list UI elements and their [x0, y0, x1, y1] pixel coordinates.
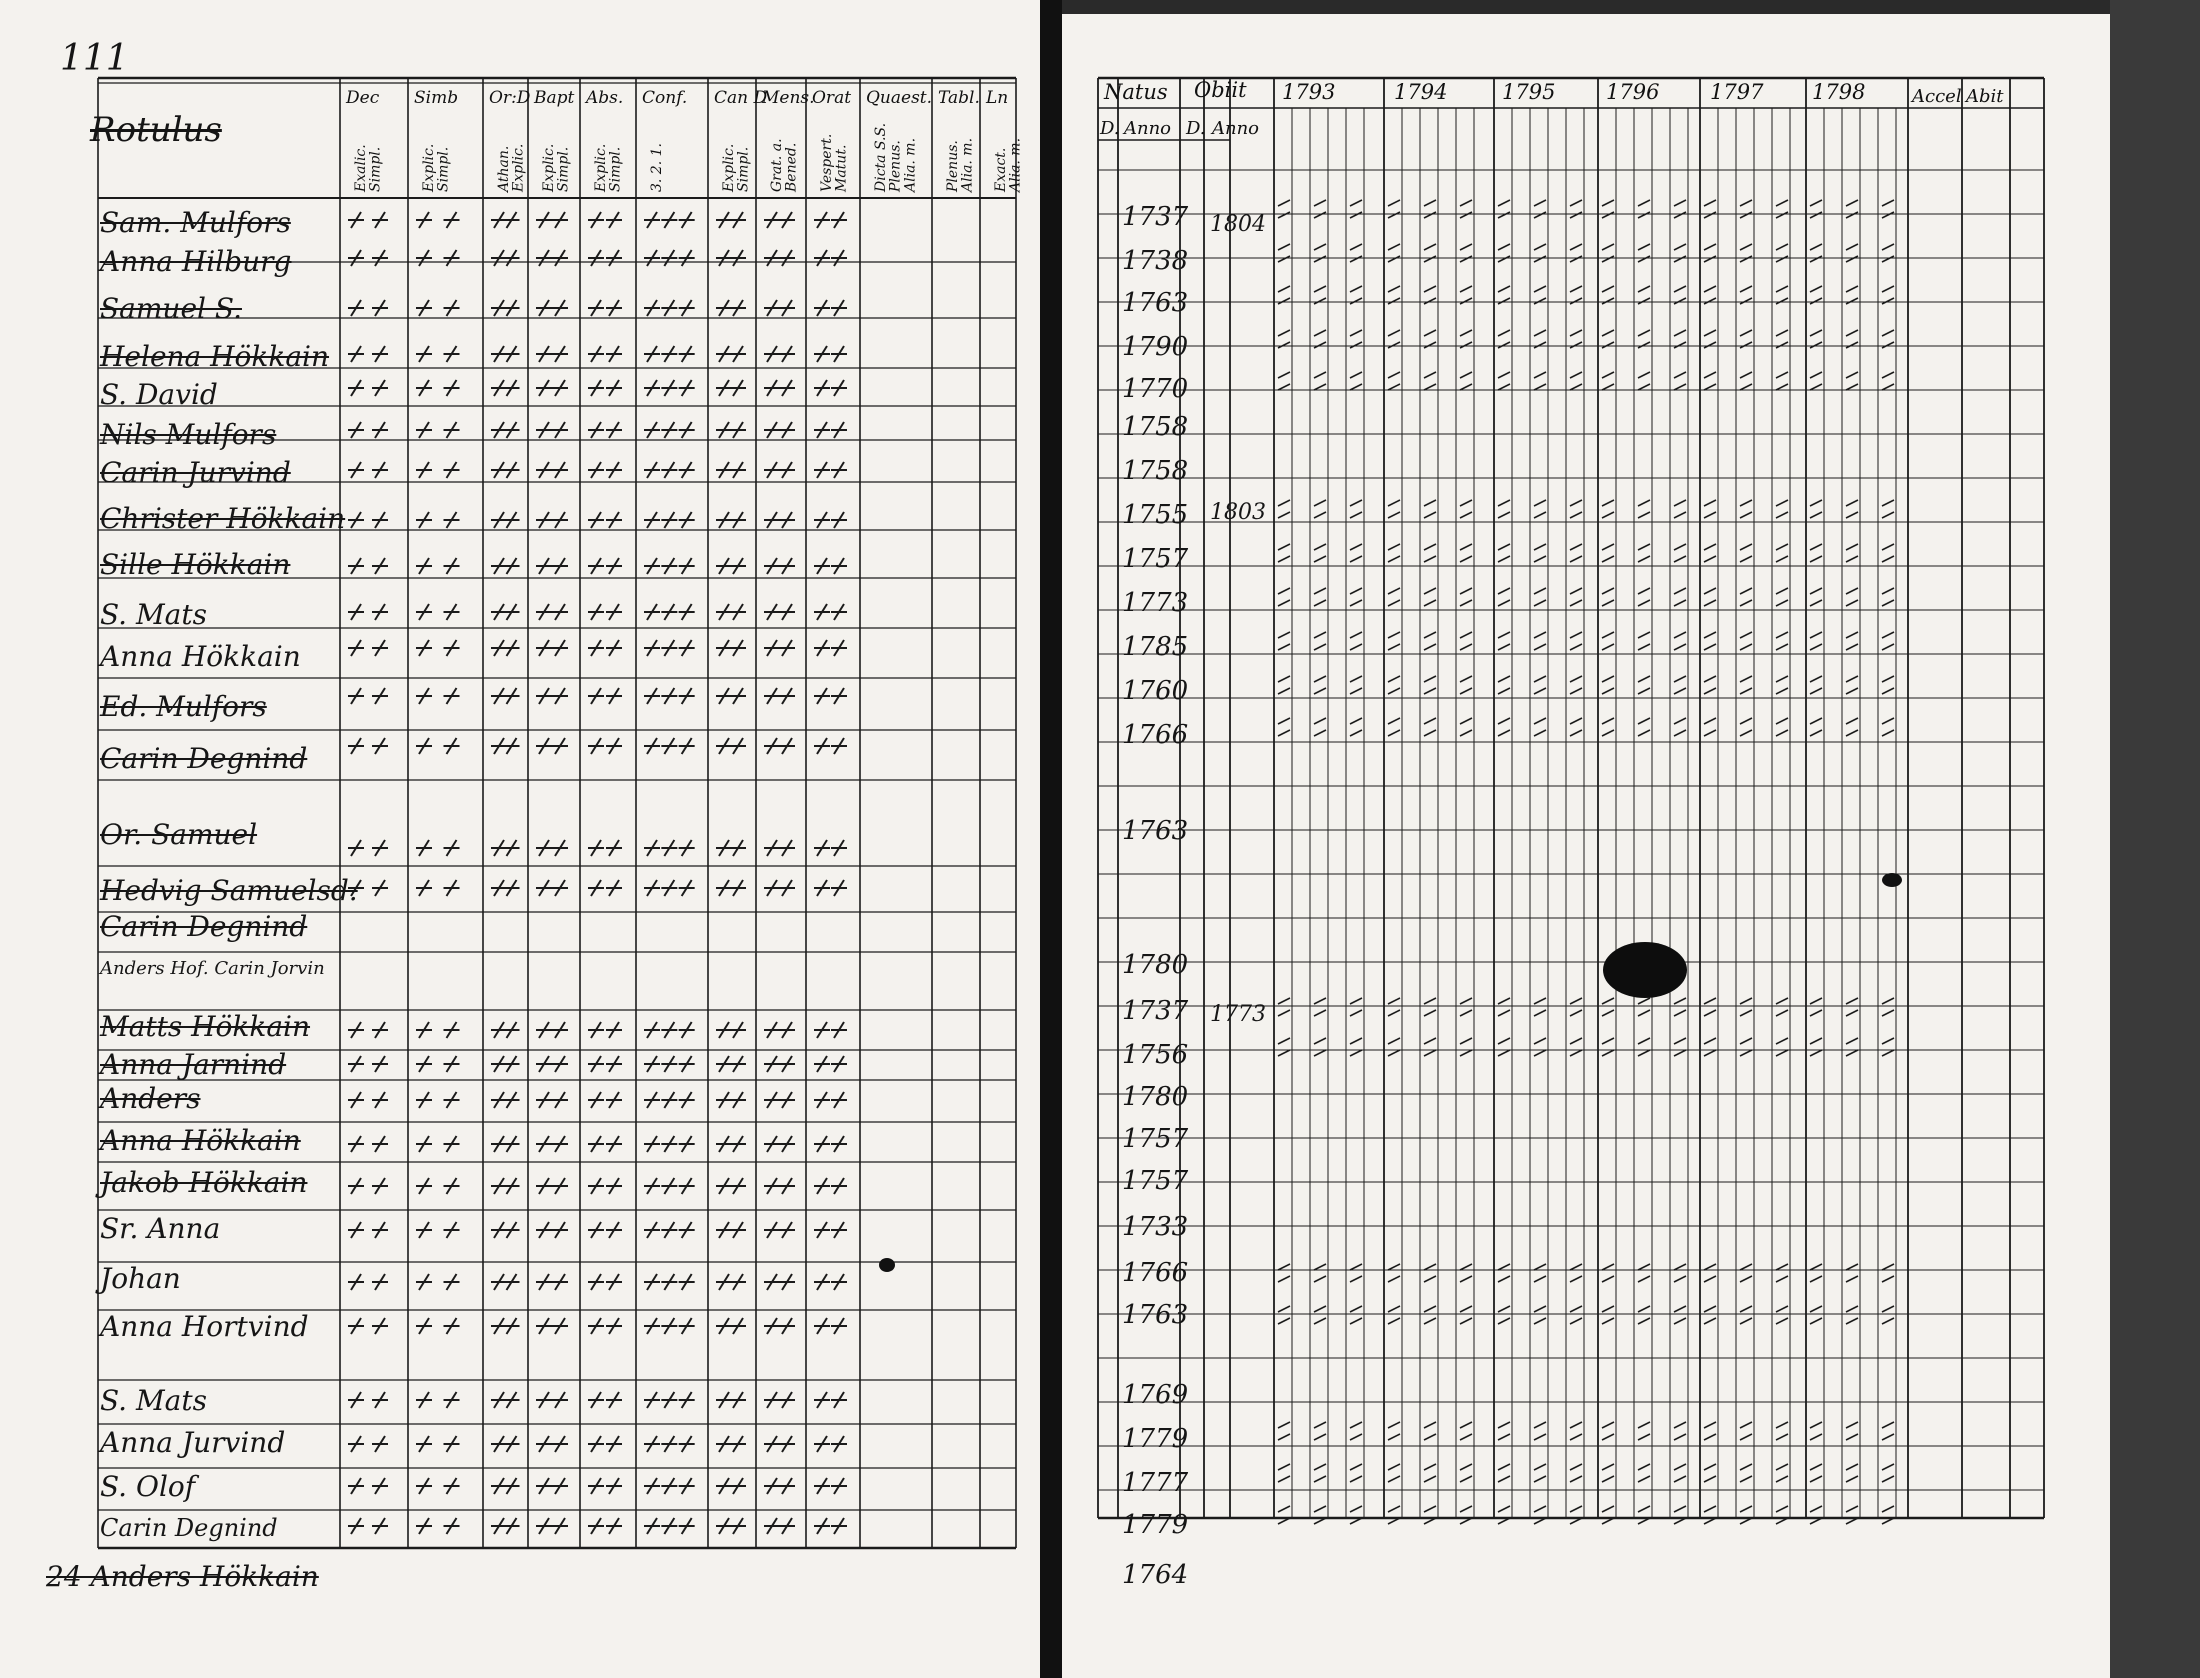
subject-header: Abs.: [586, 88, 624, 108]
person-name: Carin Degnind: [100, 910, 308, 943]
subject-subheader: Dicta S.S. Plenus. Alia. m.: [873, 122, 919, 192]
subject-subheader: Exact. Alia. m.: [993, 137, 1024, 192]
page-number: 111: [60, 38, 129, 79]
birth-year: 1763: [1122, 816, 1189, 846]
person-name: Samuel S.: [100, 292, 242, 325]
subject-subheader: Plenus. Alia. m.: [945, 137, 976, 192]
person-name: Helena Hökkain: [100, 340, 330, 373]
subject-header: Can D: [714, 88, 768, 108]
birth-year: 1785: [1122, 632, 1189, 662]
person-name: Christer Hökkain: [100, 502, 346, 535]
year-header: 1798: [1812, 80, 1866, 104]
year-header: 1793: [1282, 80, 1336, 104]
subject-header: Ln: [986, 88, 1009, 108]
birth-year: 1779: [1122, 1510, 1189, 1540]
person-name: Or. Samuel: [100, 818, 258, 851]
year-header: 1794: [1394, 80, 1448, 104]
birth-year: 1755: [1122, 500, 1189, 530]
birth-year: 1758: [1122, 412, 1189, 442]
rotulus-title: Rotulus: [90, 110, 222, 150]
person-name: Carin Degnind: [100, 742, 308, 775]
person-name: Hedvig Samuelsd.: [100, 874, 358, 907]
obiit-header: Obiit: [1194, 78, 1247, 102]
birth-year: 1780: [1122, 950, 1189, 980]
birth-year: 1790: [1122, 332, 1189, 362]
person-name: Nils Mulfors: [100, 418, 277, 451]
bottom-note: 24 Anders Hökkain: [46, 1560, 319, 1593]
subject-subheader: Exalic. Simpl.: [353, 144, 384, 192]
birth-year: 1756: [1122, 1040, 1189, 1070]
subject-subheader: Grat. a. Bened.: [769, 138, 800, 192]
accessit-header: Accel: [1912, 86, 1962, 107]
birth-year: 1769: [1122, 1380, 1189, 1410]
subject-subheader: Explic. Simpl.: [541, 143, 572, 192]
death-year: 1773: [1210, 1002, 1266, 1027]
birth-year: 1760: [1122, 676, 1189, 706]
person-name: Anna Hortvind: [100, 1310, 309, 1343]
obiit-anno-header: Anno: [1212, 118, 1260, 139]
person-name: Carin Degnind: [100, 1514, 278, 1542]
birth-year: 1757: [1122, 1166, 1189, 1196]
subject-header: Simb: [414, 88, 459, 108]
person-name: S. Mats: [100, 598, 207, 631]
birth-year: 1764: [1122, 1560, 1189, 1590]
person-name: Matts Hökkain: [100, 1010, 311, 1043]
birth-year: 1758: [1122, 456, 1189, 486]
person-name: S. Olof: [100, 1470, 196, 1503]
subject-subheader: Vespert. Matut.: [819, 133, 850, 192]
person-name: Ed. Mulfors: [100, 690, 267, 723]
birth-year: 1763: [1122, 288, 1189, 318]
subject-header: Orat: [812, 88, 852, 108]
birth-year: 1766: [1122, 720, 1189, 750]
obiit-day-header: D.: [1186, 118, 1206, 139]
birth-year: 1773: [1122, 588, 1189, 618]
subject-header: Dec: [346, 88, 380, 108]
person-name: Carin Jurvind: [100, 456, 291, 489]
death-year: 1804: [1210, 212, 1266, 237]
subject-header: Conf.: [642, 88, 688, 108]
birth-year: 1770: [1122, 374, 1189, 404]
person-name: Jakob Hökkain: [100, 1166, 308, 1199]
person-name: Anna Jurvind: [100, 1426, 286, 1459]
birth-year: 1738: [1122, 246, 1189, 276]
person-name: Anna Jarnind: [100, 1048, 287, 1081]
birth-year: 1737: [1122, 202, 1189, 232]
birth-year: 1780: [1122, 1082, 1189, 1112]
person-name: Anna Hilburg: [100, 245, 292, 278]
birth-year: 1733: [1122, 1212, 1189, 1242]
birth-year: 1737: [1122, 996, 1189, 1026]
year-header: 1796: [1606, 80, 1660, 104]
person-name: Sille Hökkain: [100, 548, 291, 581]
natus-header: Natus: [1104, 80, 1168, 104]
birth-year: 1779: [1122, 1424, 1189, 1454]
person-name: S. David: [100, 378, 218, 411]
person-name: Sam. Mulfors: [100, 206, 291, 239]
subject-header: Tabl.: [938, 88, 980, 108]
person-name: Anna Hökkain: [100, 640, 301, 673]
subject-subheader: Explic. Simpl.: [721, 143, 752, 192]
person-name: Anna Hökkain: [100, 1124, 301, 1157]
person-name: S. Mats: [100, 1384, 207, 1417]
death-year: 1803: [1210, 500, 1266, 525]
person-name: Anders Hof. Carin Jorvin: [100, 958, 325, 979]
birth-year: 1777: [1122, 1468, 1189, 1498]
subject-subheader: Athan. Explic.: [496, 143, 527, 192]
subject-header: Quaest.: [866, 88, 933, 108]
subject-subheader: Explic. Simpl.: [421, 143, 452, 192]
person-name: Anders: [100, 1082, 201, 1115]
year-header: 1795: [1502, 80, 1556, 104]
subject-subheader: Explic. Simpl.: [593, 143, 624, 192]
birth-year: 1763: [1122, 1300, 1189, 1330]
birth-year: 1766: [1122, 1258, 1189, 1288]
subject-header: Or:D: [489, 88, 531, 108]
birth-year: 1757: [1122, 1124, 1189, 1154]
person-name: Sr. Anna: [100, 1212, 221, 1245]
person-name: Johan: [100, 1262, 181, 1295]
birth-year: 1757: [1122, 544, 1189, 574]
abiit-header: Abit: [1966, 86, 2004, 107]
natus-day-header: D.: [1100, 118, 1120, 139]
subject-header: Mens.: [762, 88, 815, 108]
natus-anno-header: Anno: [1124, 118, 1172, 139]
subject-subheader: 3. 2. 1.: [649, 143, 665, 192]
year-header: 1797: [1710, 80, 1764, 104]
subject-header: Bapt: [534, 88, 575, 108]
